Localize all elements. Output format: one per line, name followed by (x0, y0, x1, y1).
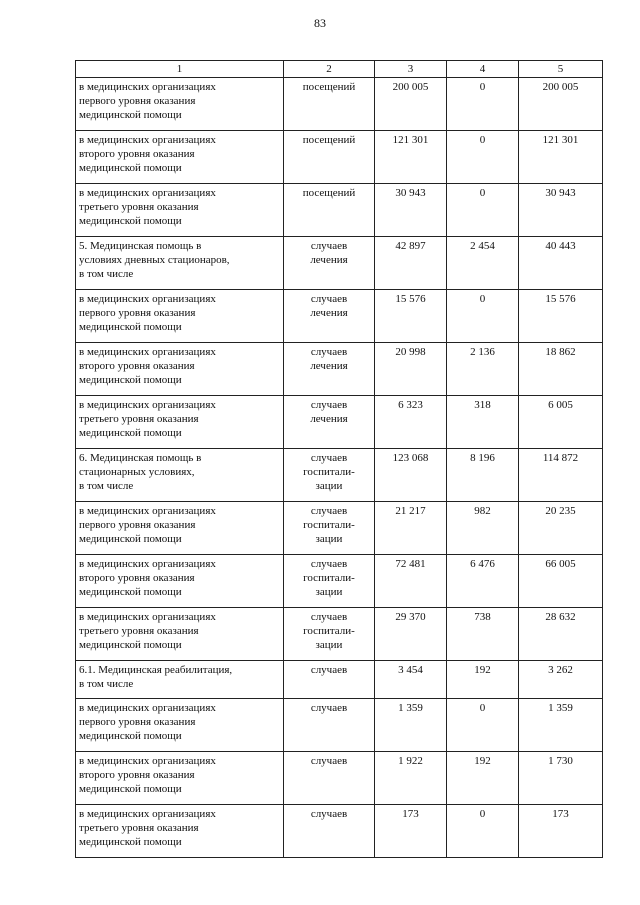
row-name-cell: в медицинских организациях второго уровня оказания медицинской помощи (76, 131, 284, 184)
row-unit-cell: случаев госпитали- зации (284, 502, 375, 555)
row-value-col4: 982 (447, 502, 519, 555)
column-header-4: 4 (447, 61, 519, 78)
row-unit-cell: случаев госпитали- зации (284, 608, 375, 661)
row-unit-cell: случаев (284, 661, 375, 699)
row-name-cell: в медицинских организациях второго уровня оказания медицинской помощи (76, 343, 284, 396)
row-value-col4: 2 454 (447, 237, 519, 290)
row-value-col4: 8 196 (447, 449, 519, 502)
row-name-cell: в медицинских организациях третьего уровня оказания медицинской помощи (76, 184, 284, 237)
row-name-cell: в медицинских организациях третьего уровня оказания медицинской помощи (76, 396, 284, 449)
row-unit-cell: случаев лечения (284, 237, 375, 290)
row-value-col5: 6 005 (519, 396, 603, 449)
column-header-2: 2 (284, 61, 375, 78)
column-header-5: 5 (519, 61, 603, 78)
row-value-col3: 121 301 (375, 131, 447, 184)
row-unit-cell: посещений (284, 184, 375, 237)
row-value-col5: 114 872 (519, 449, 603, 502)
row-value-col3: 3 454 (375, 661, 447, 699)
row-unit-cell: случаев госпитали- зации (284, 449, 375, 502)
row-value-col3: 30 943 (375, 184, 447, 237)
row-unit-cell: случаев лечения (284, 290, 375, 343)
data-table (75, 60, 603, 858)
row-value-col3: 123 068 (375, 449, 447, 502)
row-value-col4: 0 (447, 131, 519, 184)
row-value-col4: 6 476 (447, 555, 519, 608)
row-name-cell: 5. Медицинская помощь в условиях дневных стационаров, в том числе (76, 237, 284, 290)
table-row (76, 290, 603, 343)
table-row (76, 78, 603, 131)
row-value-col3: 42 897 (375, 237, 447, 290)
table-row (76, 237, 603, 290)
row-value-col4: 0 (447, 290, 519, 343)
row-value-col4: 738 (447, 608, 519, 661)
row-name-cell: 6. Медицинская помощь в стационарных условиях, в том числе (76, 449, 284, 502)
row-value-col5: 28 632 (519, 608, 603, 661)
table-row (76, 396, 603, 449)
table-row (76, 555, 603, 608)
table-row (76, 184, 603, 237)
row-value-col3: 6 323 (375, 396, 447, 449)
row-value-col5: 66 005 (519, 555, 603, 608)
row-unit-cell: случаев лечения (284, 343, 375, 396)
table-row (76, 752, 603, 805)
row-value-col3: 173 (375, 805, 447, 858)
table-header-row (76, 61, 603, 78)
row-value-col3: 20 998 (375, 343, 447, 396)
table-row (76, 131, 603, 184)
row-name-cell: в медицинских организациях третьего уровня оказания медицинской помощи (76, 608, 284, 661)
row-value-col4: 0 (447, 805, 519, 858)
row-value-col3: 15 576 (375, 290, 447, 343)
row-value-col3: 1 359 (375, 699, 447, 752)
row-name-cell: в медицинских организациях первого уровня оказания медицинской помощи (76, 290, 284, 343)
row-value-col4: 192 (447, 661, 519, 699)
row-unit-cell: посещений (284, 131, 375, 184)
table-row (76, 661, 603, 699)
table-row (76, 608, 603, 661)
column-header-3: 3 (375, 61, 447, 78)
row-value-col5: 18 862 (519, 343, 603, 396)
row-unit-cell: случаев госпитали- зации (284, 555, 375, 608)
row-value-col5: 3 262 (519, 661, 603, 699)
row-value-col5: 173 (519, 805, 603, 858)
table-row (76, 502, 603, 555)
row-value-col5: 15 576 (519, 290, 603, 343)
row-name-cell: в медицинских организациях первого уровня оказания медицинской помощи (76, 502, 284, 555)
row-unit-cell: посещений (284, 78, 375, 131)
row-unit-cell: случаев (284, 805, 375, 858)
row-name-cell: в медицинских организациях второго уровня оказания медицинской помощи (76, 752, 284, 805)
table-row (76, 699, 603, 752)
page-number: 83 (314, 16, 326, 30)
row-value-col5: 1 359 (519, 699, 603, 752)
row-value-col5: 30 943 (519, 184, 603, 237)
row-value-col4: 192 (447, 752, 519, 805)
row-value-col3: 200 005 (375, 78, 447, 131)
row-value-col5: 1 730 (519, 752, 603, 805)
table-body (76, 78, 603, 858)
row-value-col4: 2 136 (447, 343, 519, 396)
row-unit-cell: случаев лечения (284, 396, 375, 449)
table-row (76, 805, 603, 858)
row-value-col4: 318 (447, 396, 519, 449)
row-unit-cell: случаев (284, 752, 375, 805)
row-value-col3: 1 922 (375, 752, 447, 805)
row-name-cell: в медицинских организациях второго уровня оказания медицинской помощи (76, 555, 284, 608)
table-row (76, 343, 603, 396)
row-name-cell: в медицинских организациях первого уровня оказания медицинской помощи (76, 699, 284, 752)
row-value-col5: 40 443 (519, 237, 603, 290)
row-value-col4: 0 (447, 184, 519, 237)
row-unit-cell: случаев (284, 699, 375, 752)
row-name-cell: в медицинских организациях первого уровня оказания медицинской помощи (76, 78, 284, 131)
column-header-1: 1 (76, 61, 284, 78)
row-value-col4: 0 (447, 699, 519, 752)
row-value-col3: 21 217 (375, 502, 447, 555)
row-value-col5: 121 301 (519, 131, 603, 184)
row-name-cell: 6.1. Медицинская реабилитация, в том числе (76, 661, 284, 699)
row-value-col3: 72 481 (375, 555, 447, 608)
row-value-col5: 20 235 (519, 502, 603, 555)
row-value-col4: 0 (447, 78, 519, 131)
table-row (76, 449, 603, 502)
row-value-col3: 29 370 (375, 608, 447, 661)
row-name-cell: в медицинских организациях третьего уровня оказания медицинской помощи (76, 805, 284, 858)
row-value-col5: 200 005 (519, 78, 603, 131)
